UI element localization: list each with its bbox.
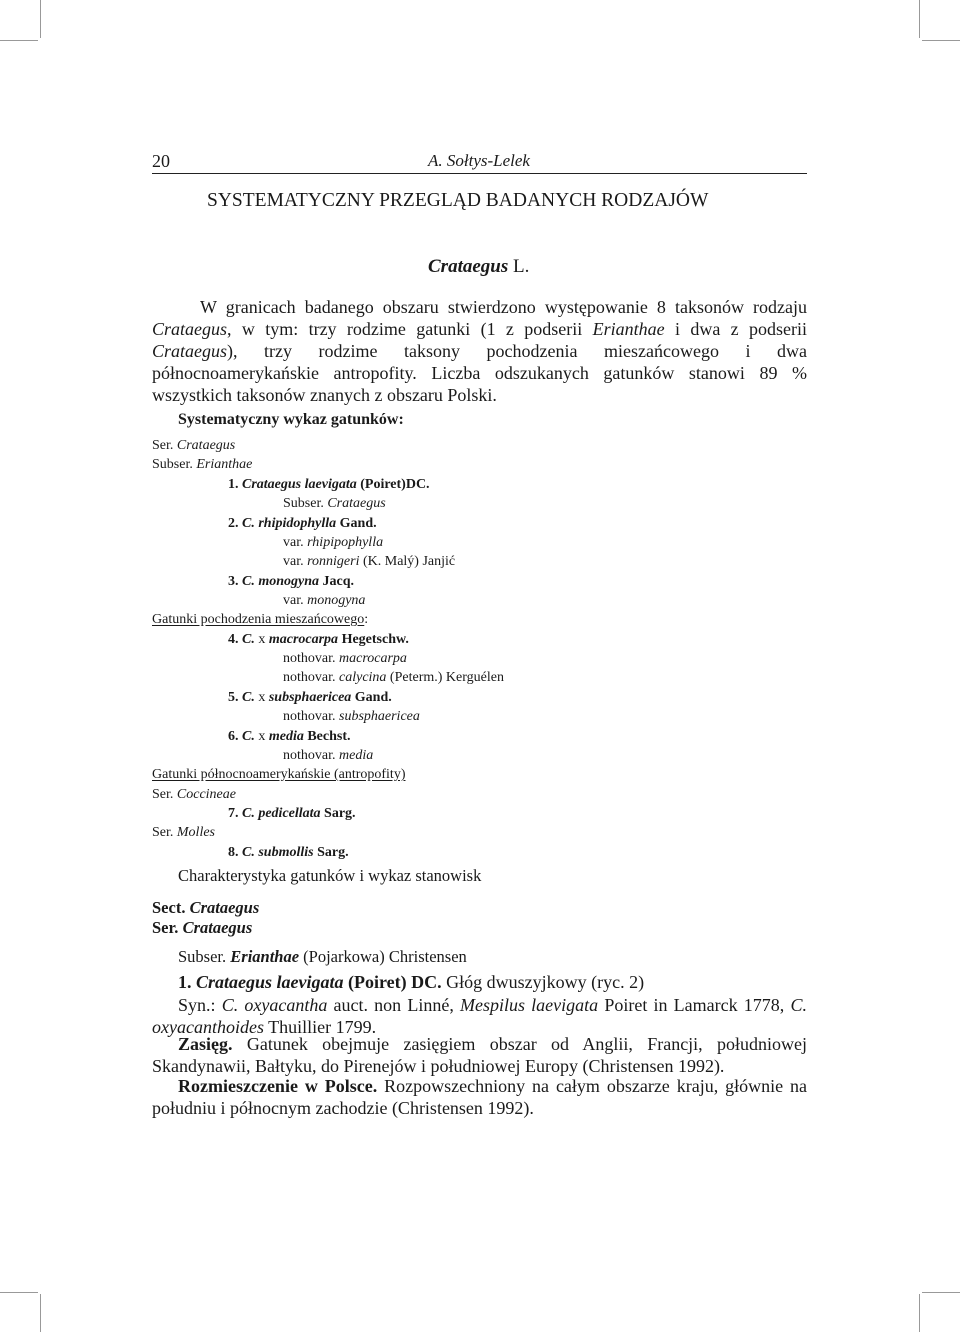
- list-item: Ser. Molles: [152, 825, 215, 840]
- subser-heading: Subser. Erianthae (Pojarkowa) Christensen: [178, 947, 467, 966]
- list-item: 3. C. monogyna Jacq.: [228, 574, 355, 589]
- list-item: var. monogyna: [283, 593, 366, 608]
- crop-mark: [919, 0, 920, 38]
- crop-mark: [919, 1294, 920, 1332]
- list-item: Ser. Coccineae: [152, 787, 236, 802]
- distribution-paragraph: Rozmieszczenie w Polsce. Rozpowszechniony na całym obszarze kraju, głównie na południu i północnym zachodzie (Christensen 1992).: [152, 1076, 807, 1118]
- list-item: var. rhipipophylla: [283, 535, 384, 550]
- list-item: 6. C. x media Bechst.: [228, 729, 351, 744]
- genus-name: Crataegus: [428, 256, 509, 277]
- ser-heading: Ser. Crataegus: [152, 918, 253, 937]
- sect-heading: Sect. Crataegus: [152, 898, 260, 917]
- crop-mark: [40, 1294, 41, 1332]
- list-item: 5. C. x subsphaericea Gand.: [228, 690, 392, 705]
- list-item: 7. C. pedicellata Sarg.: [228, 806, 356, 821]
- list-item: nothovar. subsphaericea: [283, 709, 420, 724]
- crop-mark: [40, 0, 41, 38]
- running-head: A. Sołtys-Lelek: [428, 151, 530, 170]
- section-title: SYSTEMATYCZNY PRZEGLĄD BADANYCH RODZAJÓW: [207, 190, 709, 211]
- list-item: 4. C. x macrocarpa Hegetschw.: [228, 632, 409, 647]
- page-number: 20: [152, 151, 170, 171]
- list-item: nothovar. macrocarpa: [283, 651, 407, 666]
- crop-mark: [922, 40, 960, 41]
- list-item: var. ronnigeri (K. Malý) Janjić: [283, 554, 456, 569]
- range-paragraph: Zasięg. Gatunek obejmuje zasięgiem obszar od Anglii, Francji, południowej Skandynawii, Bałtyku, do Pirenejów i południowej Europy (Christensen 1992).: [152, 1034, 807, 1076]
- list-group-heading: Gatunki pochodzenia mieszańcowego:: [152, 612, 369, 627]
- header-rule: [152, 173, 807, 174]
- genus-heading: [428, 256, 529, 278]
- list-item: nothovar. calycina (Peterm.) Kerguélen: [283, 670, 504, 685]
- list-item: 2. C. rhipidophylla Gand.: [228, 516, 377, 531]
- synonyms-paragraph: Syn.: C. oxyacantha auct. non Linné, Mespilus laevigata Poiret in Lamarck 1778, C. oxyacanthoides Thuillier 1799.: [152, 995, 807, 1037]
- characteristics-heading: Charakterystyka gatunków i wykaz stanowisk: [178, 866, 482, 885]
- crop-mark: [0, 1292, 38, 1293]
- checklist-heading: Systematyczny wykaz gatunków:: [178, 411, 404, 428]
- list-item: Subser. Erianthae: [152, 457, 253, 472]
- species-heading: 1. Crataegus laevigata (Poiret) DC. Głóg dwuszyjkowy (ryc. 2): [178, 972, 645, 992]
- list-item: 1. Crataegus laevigata (Poiret)DC.: [228, 477, 430, 492]
- list-group-heading: Gatunki północnoamerykańskie (antropofity): [152, 767, 406, 782]
- list-item: 8. C. submollis Sarg.: [228, 845, 349, 860]
- intro-paragraph: W granicach badanego obszaru stwierdzono występowanie 8 taksonów rodzaju Crataegus, w tym: trzy rodzime gatunki (1 z podserii Erianthae i dwa z podserii Crataegus), trzy rodzime taksony pochodzenia mieszańcowego i dwa północnoamerykańskie antropofity. Liczba odszukanych gatunków stanowi 89 % wszystkich taksonów znanych z obszaru Polski.: [152, 297, 808, 405]
- list-item: Subser. Crataegus: [283, 496, 386, 511]
- crop-mark: [922, 1292, 960, 1293]
- list-item: nothovar. media: [283, 748, 374, 763]
- crop-mark: [0, 40, 38, 41]
- list-item: Ser. Crataegus: [152, 438, 236, 453]
- genus-author: L.: [513, 256, 530, 277]
